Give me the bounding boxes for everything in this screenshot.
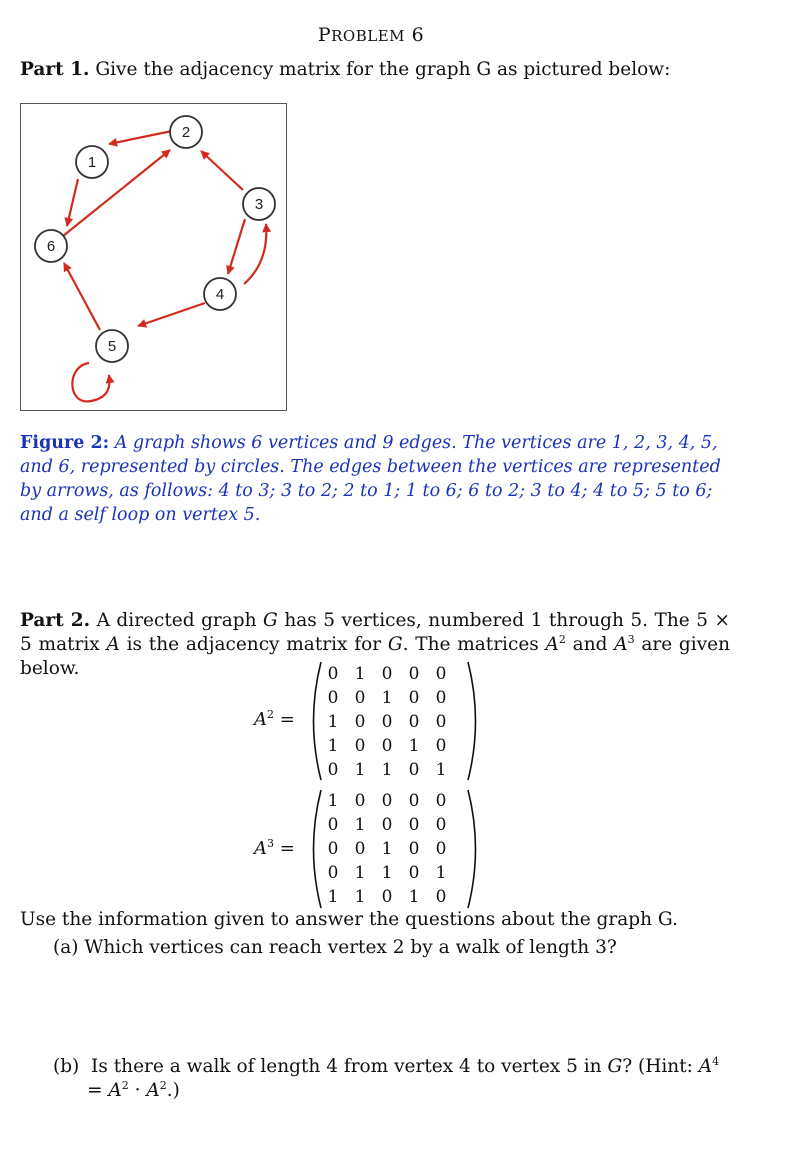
matrix-cell: 0 — [408, 815, 420, 835]
vertex-1 — [76, 146, 108, 178]
matrix-cell: 1 — [354, 760, 366, 780]
matrix-cell: 0 — [408, 664, 420, 684]
caption-text: A graph shows 6 vertices and 9 edges. The vertices are 1, 2, 3, 4, 5, and 6, represented by circles. The edges between the vertices are represented by arrows, as follows: 4 to 3; 3 to 2; 2 to 1; 1 to 6; 6 to 2; 3 to 4; 4 to 5; 5 to 6; and a self loop on vertex 5. — [20, 433, 721, 525]
edge-3-to-2 — [201, 151, 243, 190]
matrix-cell: 0 — [381, 736, 393, 756]
matrix-cell: 0 — [381, 664, 393, 684]
matrix-cell: 0 — [435, 815, 447, 835]
matrix-cell: 0 — [408, 760, 420, 780]
matrix-cell: 0 — [327, 760, 339, 780]
matrix-cell: 1 — [381, 839, 393, 859]
edge-4-to-5 — [138, 303, 205, 326]
matrix-cell: 0 — [327, 839, 339, 859]
matrix-cell: 0 — [354, 839, 366, 859]
vertex-5 — [96, 330, 128, 362]
vertex-3 — [243, 188, 275, 220]
matrix-cell: 0 — [354, 712, 366, 732]
matrix-cell: 1 — [408, 736, 420, 756]
svg-text:2: 2 — [181, 124, 191, 141]
matrix-a2 — [321, 664, 471, 786]
part2-heading: Part 2. — [20, 610, 91, 631]
matrix-a2-label: $A^2$ = — [254, 708, 295, 730]
edge-5-to-6 — [64, 263, 100, 330]
matrix-cell: 1 — [354, 815, 366, 835]
matrix-cell: 0 — [354, 736, 366, 756]
svg-text:3: 3 — [254, 196, 264, 213]
matrix-row — [321, 791, 471, 815]
matrix-cell: 0 — [435, 712, 447, 732]
matrix-row — [321, 863, 471, 887]
question-a — [53, 937, 617, 958]
matrix-cell: 1 — [354, 664, 366, 684]
matrix-cell: 0 — [435, 736, 447, 756]
matrix-a3 — [321, 791, 471, 913]
question-a-text: Which vertices can reach vertex 2 by a walk of length 3? — [84, 937, 617, 958]
matrix-cell: 0 — [435, 791, 447, 811]
svg-text:5: 5 — [107, 338, 117, 355]
svg-text:4: 4 — [215, 286, 225, 303]
edge-4-to-3 — [244, 224, 266, 284]
question-b: (b) Is there a walk of length 4 from vertex 4 to vertex 5 in G? (Hint: $A^4 = A^2 \cdot A^2$.) — [53, 1055, 720, 1101]
matrix-cell: 0 — [408, 839, 420, 859]
matrix-row — [321, 760, 471, 784]
matrix-cell: 0 — [327, 664, 339, 684]
matrix-row — [321, 815, 471, 839]
part2-prompt: Part 2. A directed graph G has 5 vertices, numbered 1 through 5. The 5 × 5 matrix A is the adjacency matrix for G. The matrices $A^2$ and $A^3$ are given below. — [20, 610, 731, 679]
matrix-cell: 0 — [381, 887, 393, 907]
matrix-cell: 0 — [327, 863, 339, 883]
matrix-cell: 1 — [381, 760, 393, 780]
edge-3-to-4 — [228, 219, 245, 274]
matrix-cell: 1 — [327, 791, 339, 811]
vertex-6 — [35, 230, 67, 262]
part1-text: Give the adjacency matrix for the graph G as pictured below: — [95, 59, 671, 80]
question-b-label: (b) — [53, 1056, 80, 1077]
matrix-row — [321, 712, 471, 736]
figure-caption — [20, 431, 730, 527]
matrix-cell: 0 — [354, 688, 366, 708]
matrix-cell: 1 — [381, 863, 393, 883]
caption-heading: Figure 2: — [20, 433, 110, 453]
matrix-cell: 1 — [327, 712, 339, 732]
graph-figure — [20, 103, 287, 411]
matrix-cell: 0 — [381, 815, 393, 835]
edge-5-self-loop — [72, 363, 109, 401]
matrix-cell: 1 — [381, 688, 393, 708]
matrix-cell: 1 — [435, 863, 447, 883]
matrix-cell: 1 — [354, 863, 366, 883]
matrix-cell: 0 — [435, 839, 447, 859]
matrix-cell: 0 — [381, 791, 393, 811]
matrix-cell: 1 — [327, 887, 339, 907]
questions-intro: Use the information given to answer the questions about the graph G. — [20, 909, 678, 930]
matrix-cell: 0 — [327, 688, 339, 708]
matrix-cell: 1 — [354, 887, 366, 907]
matrix-cell: 1 — [408, 887, 420, 907]
question-a-label: (a) — [53, 937, 79, 958]
edge-2-to-1 — [109, 131, 172, 144]
edge-1-to-6 — [67, 179, 78, 226]
problem-title: PROBLEM 6 — [317, 24, 425, 46]
svg-text:6: 6 — [46, 238, 56, 255]
matrix-row — [321, 736, 471, 760]
matrix-row — [321, 887, 471, 911]
matrix-a3-label: $A^3$ = — [254, 837, 295, 859]
matrix-cell: 0 — [408, 712, 420, 732]
matrix-cell: 0 — [327, 815, 339, 835]
matrix-cell: 1 — [435, 760, 447, 780]
vertex-2 — [170, 116, 202, 148]
vertex-4 — [204, 278, 236, 310]
svg-text:1: 1 — [87, 154, 97, 171]
matrix-cell: 0 — [435, 688, 447, 708]
matrix-row — [321, 839, 471, 863]
matrix-cell: 0 — [408, 791, 420, 811]
matrix-cell: 0 — [354, 791, 366, 811]
matrix-row — [321, 688, 471, 712]
matrix-cell: 0 — [408, 688, 420, 708]
matrix-cell: 0 — [408, 863, 420, 883]
matrix-cell: 0 — [435, 664, 447, 684]
matrix-cell: 0 — [381, 712, 393, 732]
part1-prompt — [20, 59, 670, 80]
matrix-cell: 1 — [327, 736, 339, 756]
graph-diagram — [21, 104, 286, 410]
matrix-row — [321, 664, 471, 688]
matrix-cell: 0 — [435, 887, 447, 907]
part1-heading: Part 1. — [20, 59, 90, 80]
